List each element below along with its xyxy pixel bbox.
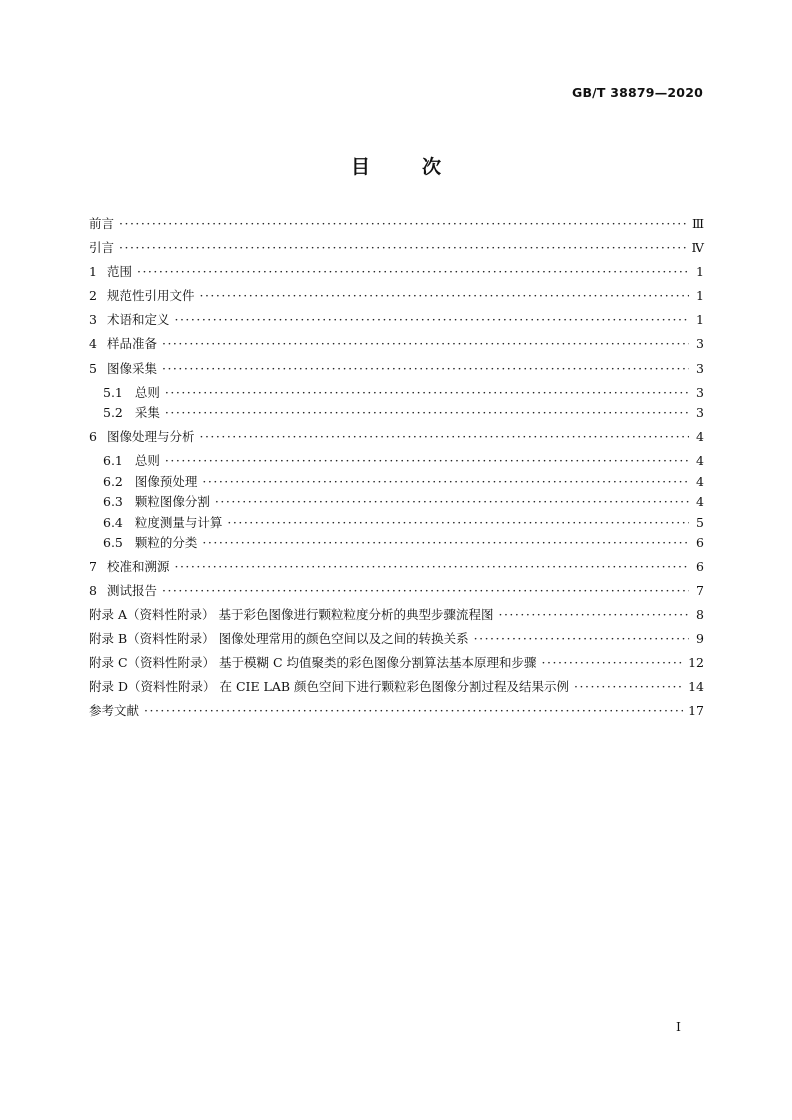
toc-entry[interactable] <box>89 492 704 513</box>
toc-entry-title: 颗粒的分类 <box>134 535 198 551</box>
dot-leader <box>119 216 687 231</box>
toc-entry-title: 范围 <box>106 264 132 280</box>
dot-leader <box>137 264 689 279</box>
toc-entry-number: 1 <box>89 264 97 280</box>
toc-entry-title: 样品准备 <box>106 336 157 352</box>
toc-entry[interactable] <box>89 472 704 493</box>
toc-entry-title: 总则 <box>134 384 160 400</box>
toc-entry-page: Ⅳ <box>691 240 704 256</box>
toc-entry[interactable] <box>89 359 704 383</box>
toc-entry-page: 14 <box>688 679 704 695</box>
toc-entry-title: 附录 A（资料性附录） 基于彩色图像进行颗粒粒度分析的典型步骤流程图 <box>89 607 494 623</box>
toc-entry-title: 图像预处理 <box>134 473 198 489</box>
toc-entry-number: 7 <box>89 558 97 574</box>
toc-entry[interactable] <box>89 310 704 334</box>
toc-entry-page: 3 <box>696 405 704 421</box>
dot-leader <box>119 240 686 255</box>
toc-entry-page: 17 <box>688 703 704 719</box>
table-of-contents <box>89 214 704 726</box>
toc-entry[interactable] <box>89 557 704 581</box>
dot-leader <box>162 583 689 598</box>
dot-leader <box>574 679 683 694</box>
page-number: Ⅰ <box>676 1019 681 1034</box>
toc-entry[interactable] <box>89 533 704 554</box>
toc-entry-title: 粒度测量与计算 <box>134 514 223 530</box>
dot-leader <box>144 703 683 718</box>
toc-entry[interactable] <box>89 238 704 262</box>
toc-entry-title: 颗粒图像分割 <box>134 494 210 510</box>
dot-leader <box>498 607 689 622</box>
toc-entry[interactable] <box>89 451 704 472</box>
toc-entry[interactable] <box>89 581 704 605</box>
toc-entry[interactable] <box>89 677 704 701</box>
title-char-1: 目 <box>350 156 370 178</box>
toc-entry-number: 6 <box>89 428 97 444</box>
toc-entry-page: 8 <box>696 607 704 623</box>
toc-entry[interactable] <box>89 605 704 629</box>
dot-leader <box>227 515 689 530</box>
toc-entry-number: 3 <box>89 312 97 328</box>
dot-leader <box>174 559 689 574</box>
toc-entry-page: Ⅲ <box>691 216 704 231</box>
toc-entry[interactable] <box>89 653 704 677</box>
toc-entry-page: 3 <box>696 336 704 352</box>
toc-entry-title: 图像采集 <box>106 360 157 376</box>
toc-entry[interactable] <box>89 403 704 424</box>
toc-entry-number: 8 <box>89 583 97 598</box>
toc-entry-title: 校准和溯源 <box>106 558 170 574</box>
toc-entry[interactable] <box>89 513 704 534</box>
toc-entry-title: 附录 C（资料性附录） 基于模糊 C 均值聚类的彩色图像分割算法基本原理和步骤 <box>89 655 537 671</box>
standard-code: GB/T 38879—2020 <box>571 85 703 100</box>
toc-entry-title: 采集 <box>134 405 160 421</box>
dot-leader <box>162 336 689 351</box>
toc-entry[interactable] <box>89 629 704 653</box>
toc-entry-page: 5 <box>696 514 704 530</box>
toc-entry-number: 4 <box>89 336 97 352</box>
toc-entry-page: 1 <box>696 264 704 280</box>
toc-entry[interactable] <box>89 383 704 404</box>
toc-entry-number: 6.5 <box>103 535 123 551</box>
toc-entry[interactable] <box>89 286 704 310</box>
toc-entry-number: 5.2 <box>103 405 123 421</box>
toc-entry-title: 测试报告 <box>106 583 157 598</box>
toc-entry-page: 1 <box>696 288 704 304</box>
toc-entry-page: 4 <box>696 494 704 510</box>
toc-entry-page: 4 <box>696 428 704 444</box>
toc-entry-page: 4 <box>696 452 704 468</box>
toc-entry-page: 7 <box>696 583 704 598</box>
toc-entry-title: 规范性引用文件 <box>106 288 195 304</box>
toc-entry-page: 3 <box>696 384 704 400</box>
toc-entry-number: 5.1 <box>103 384 123 400</box>
toc-entry-number: 6.4 <box>103 514 123 530</box>
toc-entry-title: 引言 <box>89 240 115 256</box>
toc-entry-title: 附录 B（资料性附录） 图像处理常用的颜色空间以及之间的转换关系 <box>89 631 469 647</box>
toc-entry-page: 6 <box>696 535 704 551</box>
toc-entry-page: 6 <box>696 558 704 574</box>
toc-entry-page: 12 <box>688 655 704 671</box>
dot-leader <box>165 405 689 420</box>
toc-entry[interactable] <box>89 214 704 238</box>
toc-entry[interactable] <box>89 701 704 725</box>
toc-entry-number: 5 <box>89 360 97 376</box>
toc-entry-number: 6.2 <box>103 473 123 489</box>
toc-entry[interactable] <box>89 334 704 358</box>
dot-leader <box>202 474 689 489</box>
dot-leader <box>165 453 689 468</box>
dot-leader <box>174 312 689 327</box>
dot-leader <box>199 429 689 444</box>
toc-entry-title: 术语和定义 <box>106 312 170 328</box>
toc-entry-page: 3 <box>696 360 704 376</box>
toc-entry-page: 4 <box>696 473 704 489</box>
toc-entry-title: 参考文献 <box>89 703 140 719</box>
toc-entry-number: 2 <box>89 288 97 304</box>
toc-entry[interactable] <box>89 427 704 451</box>
dot-leader <box>202 535 689 550</box>
dot-leader <box>199 288 689 303</box>
dot-leader <box>165 385 689 400</box>
title-char-2: 次 <box>422 156 442 178</box>
dot-leader <box>542 655 684 670</box>
toc-entry-page: 9 <box>696 631 704 647</box>
toc-entry-number: 6.1 <box>103 452 123 468</box>
dot-leader <box>162 361 689 376</box>
page-title <box>0 152 792 179</box>
dot-leader <box>215 494 689 509</box>
toc-entry-title: 前言 <box>89 216 115 231</box>
toc-entry-number: 6.3 <box>103 494 123 510</box>
toc-entry-title: 总则 <box>134 452 160 468</box>
toc-entry-title: 附录 D（资料性附录） 在 CIE LAB 颜色空间下进行颗粒彩色图像分割过程及结果示例 <box>89 679 570 695</box>
toc-entry[interactable] <box>89 262 704 286</box>
toc-entry-title: 图像处理与分析 <box>106 428 195 444</box>
dot-leader <box>474 631 689 646</box>
toc-entry-page: 1 <box>696 312 704 328</box>
